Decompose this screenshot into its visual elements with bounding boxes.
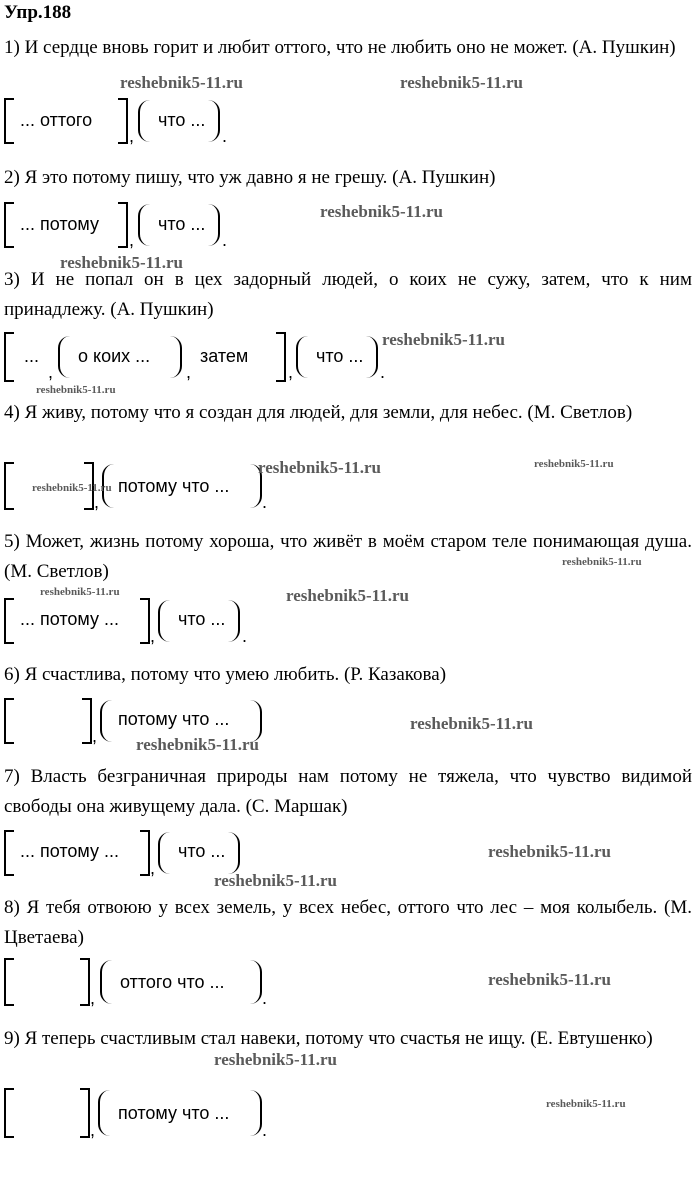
scheme-dot: . [262,1120,268,1140]
sub-clause-open-bracket [98,1090,110,1136]
scheme-comma: , [288,362,294,382]
scheme-comma: , [186,362,192,382]
scheme-sub-text: оттого что ... [120,972,225,992]
sentence-3: 3) И не попал он в цех задорный людей, о коих не сужу, затем, что к ним принадлежу. (А. Пушкин) [4,269,692,320]
main-clause-open-bracket [4,958,14,1006]
sub-clause-close-bracket [228,600,240,642]
scheme-sub-text: что ... [178,841,226,861]
scheme-comma: , [90,988,96,1008]
scheme-comma: , [94,492,100,512]
main-clause-open-bracket [4,98,14,144]
sub-clause-close-bracket [208,204,220,246]
scheme-comma: , [129,126,135,146]
main-clause-open-bracket [4,1088,14,1138]
sentence-5: 5) Может, жизнь потому хороша, что живёт в моём старом теле понимающая душа. (М. Светлов) [4,531,692,582]
scheme-comma: , [48,362,54,382]
sentence-2: 2) Я это потому пишу, что уж давно я не грешу. (А. Пушкин) [4,167,496,188]
watermark: reshebnik5-11.ru [286,586,409,605]
watermark: reshebnik5-11.ru [136,735,259,754]
main-clause-close-bracket [82,698,92,744]
watermark: reshebnik5-11.ru [562,556,642,568]
sub-clause-open-bracket [158,832,170,874]
scheme-comma: , [150,626,156,646]
watermark: reshebnik5-11.ru [546,1098,626,1110]
exercise-title: Упр.188 [4,2,72,23]
main-clause-open-bracket [4,202,14,248]
sub-clause-close-bracket [228,832,240,874]
scheme-dot: . [262,988,268,1008]
sub-clause-open-bracket [158,600,170,642]
main-clause-close-bracket [80,1088,90,1138]
sub-clause-close-bracket [208,100,220,142]
scheme-comma: , [92,726,98,746]
scheme-comma: , [150,858,156,878]
sentence-6: 6) Я счастлива, потому что умею любить. (Р. Казакова) [4,664,447,685]
scheme-main-text: затем [200,346,249,366]
scheme-dot: . [380,362,386,382]
sub-clause-open-bracket [100,960,112,1004]
main-clause-close-bracket [276,332,286,382]
watermark: reshebnik5-11.ru [120,73,243,92]
scheme-dot: . [262,492,268,512]
scheme-dot: . [242,626,248,646]
scheme-sub-text: потому что ... [118,709,230,729]
watermark: reshebnik5-11.ru [32,482,112,494]
scheme-main-text: ... потому ... [20,609,119,629]
sub-clause-open-bracket [138,100,150,142]
main-clause-close-bracket [80,958,90,1006]
watermark: reshebnik5-11.ru [488,842,611,861]
sentence-9: 9) Я теперь счастливым стал навеки, потому что счастья не ищу. (Е. Евтушенко) [4,1028,653,1049]
scheme-dot: . [222,126,228,146]
watermark: reshebnik5-11.ru [258,458,381,477]
sentence-7: 7) Власть безграничная природы нам потому не тяжела, что чувство видимой свободы она живущему дала. (С. Маршак) [4,766,692,817]
watermark: reshebnik5-11.ru [400,73,523,92]
scheme-dot: . [222,230,228,250]
scheme-main-start-text: ... [24,346,40,366]
scheme-main-text: ... потому [20,214,99,234]
main-clause-open-bracket [4,698,14,744]
sub-clause-close-bracket [250,1090,262,1136]
watermark: reshebnik5-11.ru [60,253,183,272]
inner-clause-open-bracket [58,336,70,378]
main-clause-open-bracket [4,462,14,510]
scheme-sub-text: потому что ... [118,476,230,496]
inner-clause-close-bracket [170,336,182,378]
watermark: reshebnik5-11.ru [36,384,116,396]
sub-clause-open-bracket [296,336,308,378]
scheme-sub-text: что ... [316,346,364,366]
scheme-main-text: ... потому ... [20,841,119,861]
main-clause-open-bracket [4,598,14,644]
sentence-8: 8) Я тебя отвоюю у всех земель, у всех небес, оттого что лес – моя колыбель. (М. Цветаева) [4,897,692,948]
watermark: reshebnik5-11.ru [488,970,611,989]
scheme-inner-text: о коих ... [78,346,151,366]
scheme-comma: , [90,1120,96,1140]
sub-clause-open-bracket [100,700,112,742]
main-clause-close-bracket [140,598,150,644]
main-clause-open-bracket [4,332,14,382]
main-clause-open-bracket [4,830,14,876]
main-clause-close-bracket [118,98,128,144]
watermark: reshebnik5-11.ru [214,1050,337,1069]
sub-clause-open-bracket [138,204,150,246]
main-clause-close-bracket [140,830,150,876]
watermark: reshebnik5-11.ru [40,586,120,598]
scheme-sub-text: что ... [158,110,206,130]
sub-clause-close-bracket [366,336,378,378]
main-clause-close-bracket [118,202,128,248]
scheme-sub-text: что ... [158,214,206,234]
sub-clause-close-bracket [250,960,262,1004]
scheme-main-text: ... оттого [20,110,93,130]
scheme-sub-text: что ... [178,609,226,629]
scheme-comma: , [129,230,135,250]
watermark: reshebnik5-11.ru [382,330,505,349]
sentence-1: 1) И сердце вновь горит и любит оттого, что не любить оно не может. (А. Пушкин) [4,37,676,58]
watermark: reshebnik5-11.ru [410,714,533,733]
watermark: reshebnik5-11.ru [214,871,337,890]
watermark: reshebnik5-11.ru [320,202,443,221]
scheme-sub-text: потому что ... [118,1103,230,1123]
sentence-4: 4) Я живу, потому что я создан для людей, для земли, для небес. (М. Светлов) [4,402,633,423]
watermark: reshebnik5-11.ru [534,458,614,470]
